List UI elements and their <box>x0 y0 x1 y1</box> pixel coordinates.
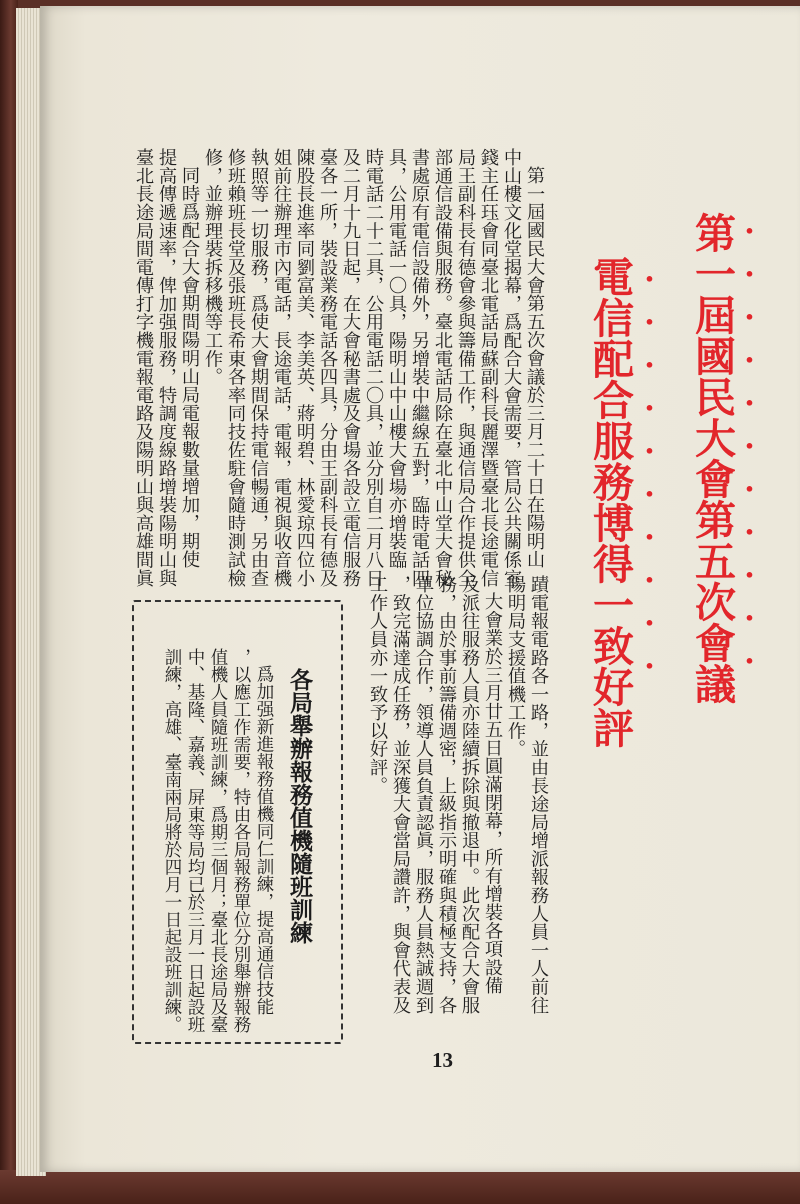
body-column: 提高傳遞速率，俾加强服務，特調度線路增裝陽明山與 <box>156 148 177 587</box>
body-column: 修班賴班長堂及張班長希東各率同技佐駐會隨時測試檢 <box>225 148 246 587</box>
body-column: 蹟電報電路各一路，並由長途局增派報務人員一人前往 <box>528 575 549 1014</box>
body-column: 及二月十九日起，在大會秘書處及會場各設立電信服務 <box>340 148 361 587</box>
body-column: 單位協調合作，領導人員負責認眞，服務人員熱誠週到 <box>413 575 434 1014</box>
article-subtitle: 電信配合服務博得一致好評 <box>586 256 634 748</box>
body-column: 中山樓文化堂揭幕，爲配合大會需要，管局公共關係室 <box>501 148 522 587</box>
subtitle-decoration-dots: •••••••••• <box>640 270 659 700</box>
body-column: 執照等一切服務，爲使大會期間保持電信暢通，另由查 <box>248 148 269 587</box>
news-box-column: 中、基隆、嘉義、屏東等局均已於三月一日起設班 <box>185 648 205 1033</box>
body-column: 同時爲配合大會期間陽明山局電報數量增加，期使 <box>179 166 200 569</box>
news-box-column: ，以應工作需要，特由各局報務單位分別舉辦報務 <box>231 648 251 1033</box>
body-column: 及派往服務人員亦陸續拆除與撤退中。此次配合大會服 <box>459 575 480 1014</box>
body-column: 修，並辦理裝拆移機等工作。 <box>202 148 223 386</box>
page-number: 13 <box>432 1048 453 1072</box>
body-column: 具，公用電話一〇具，陽明山中山樓大會場亦增裝臨 <box>386 148 407 569</box>
news-box-title: 各局舉辦報務值機隨班訓練 <box>286 668 312 944</box>
title-decoration-dots: ••••••••••• <box>740 222 759 695</box>
body-column: 工作人員亦一致予以好評。 <box>367 575 388 795</box>
news-box-column: 訓練，高雄、臺南兩局將於四月一日起設班訓練。 <box>162 648 182 1033</box>
body-column: 書處原有電信設備外，另增裝中繼線五對，臨時電話四 <box>409 148 430 587</box>
body-column: 臺各一所，裝設業務電話各四具，分由王副科長有德及 <box>317 148 338 587</box>
body-column: 務，由於事前籌備週密，上級指示明確與積極支持，各 <box>436 575 457 1014</box>
body-column: ，致完滿達成任務，並深獲大會當局讚許，與會代表及 <box>390 575 411 1014</box>
body-column: 姐前往辦理市內電話，長途電話，電報，電視與收音機 <box>271 148 292 587</box>
body-column: 陳股長進率同劉富美、李美英、蔣明碧、林愛琼四位小 <box>294 148 315 587</box>
body-column: 大會業於三月廿五日圓滿閉幕，所有增裝各項設備 <box>482 592 503 995</box>
body-column: 錢主任珏會同臺北電話局蘇副科長麗澤暨臺北長途電信 <box>478 148 499 587</box>
news-box-column: 爲加强新進報務值機同仁訓練，提高通信技能 <box>254 665 274 1015</box>
body-column: 部通信設備與服務。臺北電話局除在臺北中山堂大會秘 <box>432 148 453 587</box>
article-title: 第一屆國民大會第五次會議 <box>688 212 736 704</box>
body-column: 陽明局支援值機工作。 <box>505 575 526 758</box>
body-column: 局王副科長有德會參與籌備工作，與通信局合作提供全 <box>455 148 476 587</box>
book-cover-edge <box>0 1170 800 1204</box>
body-column: 臺北長途局間電傳打字機電報電路及陽明山與高雄間眞 <box>133 148 154 587</box>
body-column: 時電話二十二具，公用電話二〇具，並分別自二月八日 <box>363 148 384 587</box>
news-box-column: 值機人員隨班訓練，爲期三個月；臺北長途局及臺 <box>208 648 228 1033</box>
body-column: 第一屆國民大會第五次會議於三月二十日在陽明山 <box>524 166 545 569</box>
